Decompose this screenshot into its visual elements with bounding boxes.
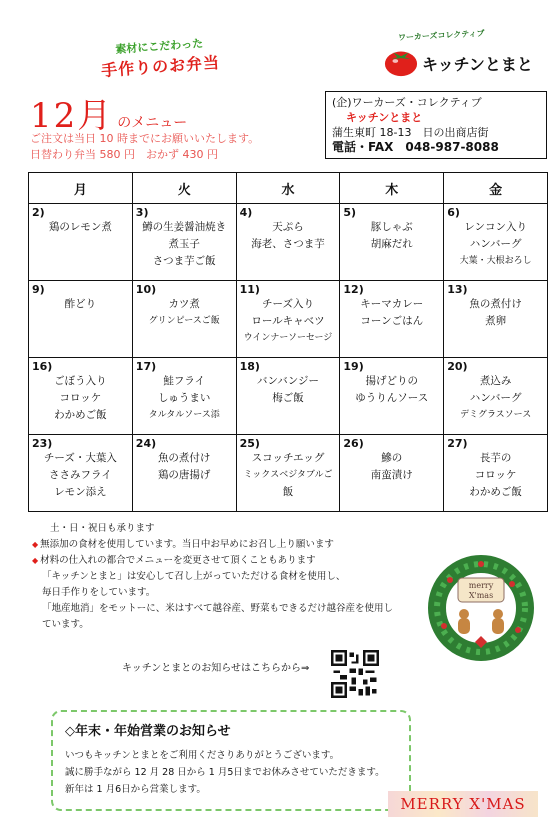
menu-week-row xyxy=(29,281,548,358)
note-text: 材料の仕入れの都合でメニューを変更させて頂くこともあります xyxy=(40,555,316,566)
dish-name: 揚げどりの xyxy=(365,375,419,387)
weekday-wed: 水 xyxy=(236,173,340,204)
dish-name: ハンバーグ xyxy=(469,238,522,250)
note-line: 土・日・祝日も承ります xyxy=(50,523,155,534)
menu-day-cell xyxy=(132,435,236,512)
christmas-wreath-icon xyxy=(420,550,542,662)
dish-name: わかめご飯 xyxy=(469,486,522,498)
tagline xyxy=(59,31,261,84)
menu-day-cell xyxy=(340,435,444,512)
notice-line: いつもキッチンとまとをご利用くださりありがとうございます。 xyxy=(65,750,340,761)
dish-name: しゅうまい xyxy=(157,392,211,404)
dish-name: 飯 xyxy=(282,486,294,498)
dish-name: 大葉・大根おろし xyxy=(459,256,532,266)
note-line: ています。 xyxy=(42,619,89,630)
menu-day-cell xyxy=(340,358,444,435)
day-number: 19) xyxy=(343,360,364,373)
day-number: 11) xyxy=(239,283,260,296)
note-line: 「地産地消」をモットーに、米はすべて越谷産、野菜もできるだけ越谷産を使用し xyxy=(42,603,394,614)
menu-day-cell xyxy=(444,435,548,512)
dish-name: コロッケ xyxy=(474,469,517,481)
dish-name: ミックスベジタブルご xyxy=(243,470,333,480)
day-number: 20) xyxy=(447,360,468,373)
menu-body xyxy=(29,204,548,512)
bullet-icon: ◆ xyxy=(32,540,39,549)
day-number: 13) xyxy=(447,283,468,296)
menu-day-cell xyxy=(132,204,236,281)
menu-day-cell xyxy=(444,358,548,435)
day-number: 27) xyxy=(447,437,468,450)
logo xyxy=(378,30,538,88)
weekday-thu: 木 xyxy=(340,173,444,204)
dish-name: 魚の煮付け xyxy=(157,452,211,464)
day-number: 18) xyxy=(239,360,260,373)
menu-day-cell xyxy=(444,281,548,358)
dish-name: 煮込み xyxy=(479,375,512,387)
dish-name: 南蛮漬け xyxy=(370,469,413,481)
price-info: 日替わり弁当 580 円 おかず 430 円 xyxy=(30,148,218,161)
dish-name: 魚の煮付け xyxy=(469,298,522,310)
day-number: 26) xyxy=(343,437,364,450)
day-number: 6) xyxy=(447,206,460,219)
tomato-icon xyxy=(382,44,420,78)
month-number: 12月 xyxy=(30,96,114,136)
weekday-header-row xyxy=(29,173,548,204)
menu-day-cell xyxy=(340,281,444,358)
note-line: 毎日手作りをしています。 xyxy=(42,587,156,598)
dish-name: バンバンジー xyxy=(256,375,319,387)
dish-name: コロッケ xyxy=(59,392,102,404)
dish-name: 天ぷら xyxy=(272,221,304,233)
note-text: 無添加の食材を使用しています。当日中お早めにお召し上り願います xyxy=(40,539,334,550)
menu-day-cell xyxy=(236,281,340,358)
notes xyxy=(32,521,393,633)
dish-name: 鮭フライ xyxy=(163,375,206,387)
weekday-tue: 火 xyxy=(132,173,236,204)
dish-name: 鰺の xyxy=(381,452,403,464)
day-number: 23) xyxy=(32,437,53,450)
notice-title: ◇年末・年始営業のお知らせ xyxy=(65,724,231,739)
year-end-notice xyxy=(51,710,411,811)
order-deadline: ご注文は当日 10 時までにお願いいたします。 xyxy=(30,132,260,145)
order-info xyxy=(30,131,259,163)
dish-name: 鱒の生姜醤油焼き xyxy=(142,221,227,233)
day-number: 17) xyxy=(135,360,157,373)
dish-name: レンコン入り xyxy=(464,221,527,233)
menu-day-cell xyxy=(29,435,133,512)
month-suffix: のメニュー xyxy=(117,115,188,131)
dish-name: 酢どり xyxy=(64,298,97,310)
menu-day-cell xyxy=(29,204,133,281)
logo-arc-text: ワーカーズコレクティブ xyxy=(397,28,485,43)
company-info-box xyxy=(325,91,547,159)
dish-name: カツ煮 xyxy=(168,298,200,310)
menu-table xyxy=(28,172,548,512)
notice-line: 誠に勝手ながら 12 月 28 日から 1 月5日までお休みさせていただきます。 xyxy=(65,767,385,778)
dish-name: デミグラスソース xyxy=(459,410,532,420)
dish-name: ゆうりんソース xyxy=(355,392,429,404)
tagline-top: 素材にこだわった xyxy=(114,36,204,57)
menu-week-row xyxy=(29,204,548,281)
menu-day-cell xyxy=(236,435,340,512)
day-number: 12) xyxy=(343,283,364,296)
dish-name: ロールキャベツ xyxy=(251,315,325,327)
dish-name: コーンごはん xyxy=(360,315,424,327)
note-line xyxy=(32,537,393,553)
dish-name: ハンバーグ xyxy=(469,392,522,404)
qr-code-icon[interactable] xyxy=(331,650,379,698)
dish-name: グリンピースご飯 xyxy=(148,316,220,326)
dish-name: チーズ入り xyxy=(262,298,314,310)
dish-name: 長芋の xyxy=(479,452,512,464)
menu-day-cell xyxy=(236,358,340,435)
menu-week-row xyxy=(29,358,548,435)
dish-name: 鶏のレモン煮 xyxy=(48,221,112,233)
merry-xmas-banner: MERRY X'MAS xyxy=(388,791,538,817)
menu-week-row xyxy=(29,435,548,512)
company-address: 蒲生東町 18-13 日の出商店街 xyxy=(332,126,489,139)
wreath-text-2: X'mas xyxy=(468,591,494,600)
dish-name: わかめご飯 xyxy=(54,409,107,421)
weekday-mon: 月 xyxy=(29,173,133,204)
tagline-main: 手作りのお弁当 xyxy=(100,52,221,81)
dish-name: 鶏の唐揚げ xyxy=(157,469,211,481)
bullet-icon: ◆ xyxy=(32,556,39,565)
menu-day-cell xyxy=(29,281,133,358)
dish-name: レモン添え xyxy=(54,486,107,498)
dish-name: タルタルソース添 xyxy=(148,410,220,420)
dish-name: 海老、さつま芋 xyxy=(251,238,325,250)
dish-name: 胡麻だれ xyxy=(370,238,413,250)
menu-day-cell xyxy=(29,358,133,435)
logo-name: キッチンとまと xyxy=(422,55,533,74)
menu-day-cell xyxy=(132,281,236,358)
day-number: 9) xyxy=(32,283,45,296)
weekday-fri: 金 xyxy=(444,173,548,204)
qr-caption: キッチンとまとのお知らせはこちらから⇒ xyxy=(122,663,310,674)
company-name: キッチンとまと xyxy=(346,111,423,124)
day-number: 25) xyxy=(239,437,260,450)
wreath-text-1: merry xyxy=(468,581,494,590)
dish-name: キーマカレー xyxy=(360,298,424,310)
day-number: 24) xyxy=(135,437,157,450)
day-number: 16) xyxy=(32,360,53,373)
note-line: 「キッチンとまと」は安心して召し上がっていただける食材を使用し、 xyxy=(42,571,346,582)
menu-day-cell xyxy=(444,204,548,281)
dish-name: ごぼう入り xyxy=(54,375,107,387)
month-title xyxy=(30,88,187,137)
note-line xyxy=(32,553,393,569)
dish-name: スコッチエッグ xyxy=(251,452,325,464)
dish-name: 煮卵 xyxy=(485,315,507,327)
dish-name: ウインナーソーセージ xyxy=(243,333,333,343)
day-number: 4) xyxy=(239,206,253,219)
dish-name: ささみフライ xyxy=(49,469,112,481)
day-number: 2) xyxy=(32,206,45,219)
menu-day-cell xyxy=(132,358,236,435)
company-phone: 電話・FAX 048-987-8088 xyxy=(332,140,499,154)
day-number: 10) xyxy=(135,283,157,296)
notice-line: 新年は 1 月6日から営業します。 xyxy=(65,784,206,795)
dish-name: 豚しゃぶ xyxy=(370,221,413,233)
dish-name: チーズ・大葉入 xyxy=(43,452,117,464)
day-number: 3) xyxy=(135,206,149,219)
day-number: 5) xyxy=(343,206,357,219)
menu-day-cell xyxy=(236,204,340,281)
dish-name: さつま芋ご飯 xyxy=(152,255,216,267)
dish-name: 梅ご飯 xyxy=(272,392,304,404)
dish-name: 煮玉子 xyxy=(168,238,200,250)
menu-day-cell xyxy=(340,204,444,281)
company-org: (企)ワーカーズ・コレクティブ xyxy=(332,96,482,109)
